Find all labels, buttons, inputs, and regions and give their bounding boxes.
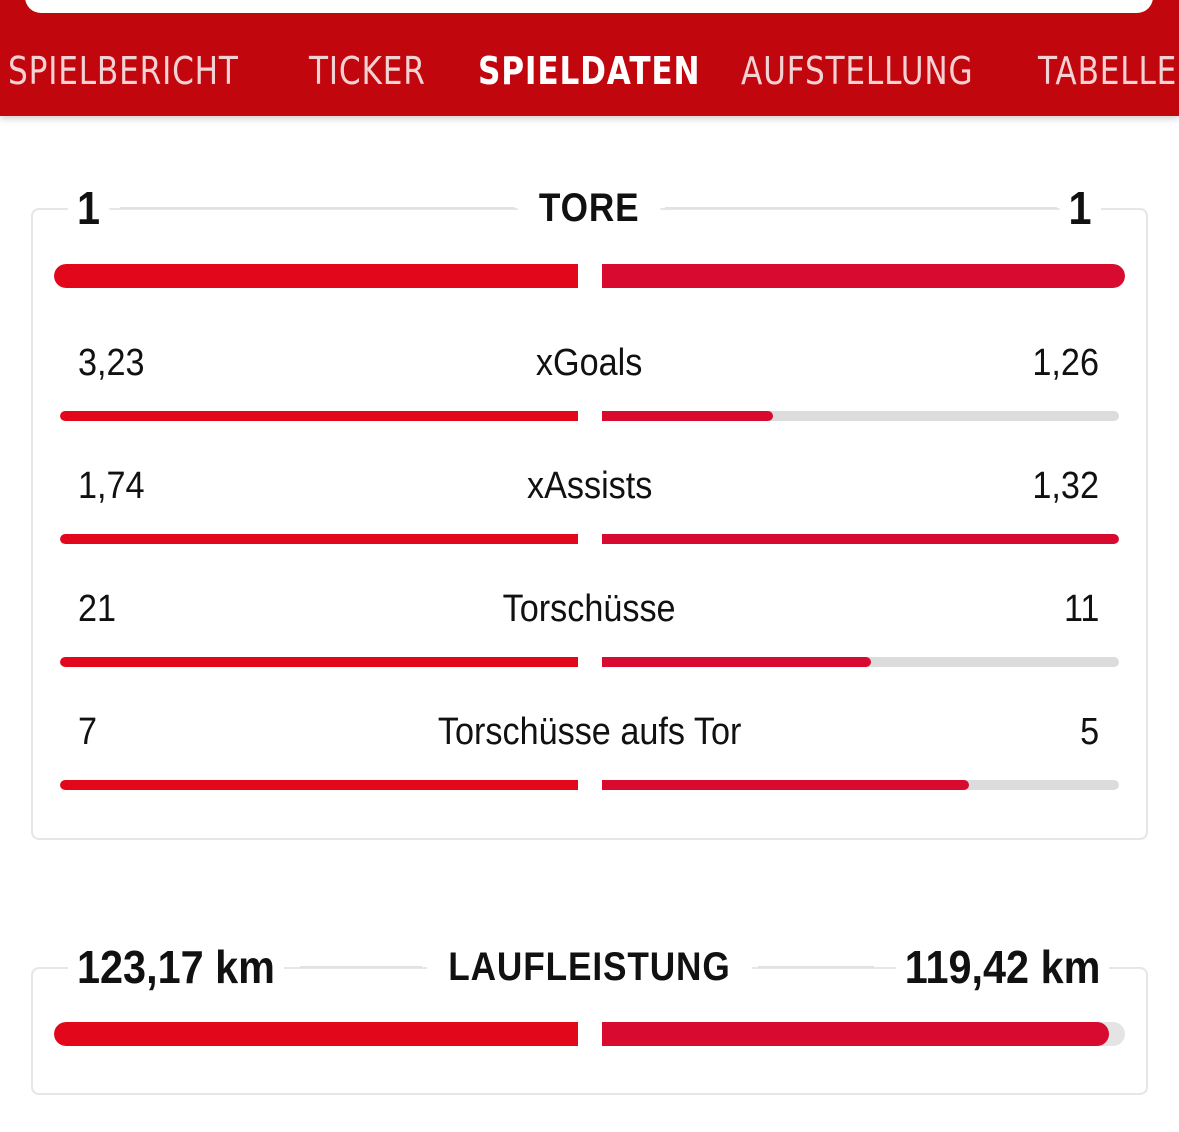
- stat-label: Torschüsse aufs Tor: [437, 711, 742, 753]
- away-goals-bar: [602, 264, 1125, 288]
- away-xgoals-bar: [602, 411, 1119, 421]
- stat-label: xGoals: [536, 342, 643, 384]
- tab-spieldaten[interactable]: SPIELDATEN: [478, 49, 701, 93]
- home-value: 7: [78, 711, 98, 753]
- distance-title: LAUFLEISTUNG: [0, 932, 1179, 1002]
- home-goals: 1: [68, 173, 109, 243]
- stat-label: xAssists: [526, 465, 653, 507]
- home-value: 1,74: [78, 465, 145, 507]
- home-shots-bar-fill: [60, 657, 578, 667]
- search-card[interactable]: [25, 0, 1153, 13]
- away-shots-bar-fill: [602, 657, 871, 667]
- home-xgoals-bar-fill: [60, 411, 578, 421]
- away-value: 5: [1079, 711, 1099, 753]
- stat-row-xassists: [0, 456, 1179, 516]
- away-value: 1,26: [1032, 342, 1099, 384]
- home-value: 3,23: [78, 342, 145, 384]
- away-xassists-bar: [602, 534, 1119, 544]
- away-goals-bar-fill: [602, 264, 1125, 288]
- home-distance-bar: [54, 1022, 578, 1046]
- away-goals: 1: [1060, 173, 1101, 243]
- away-xgoals-bar-fill: [602, 411, 773, 421]
- away-distance-bar: [602, 1022, 1125, 1046]
- home-xassists-bar: [60, 534, 578, 544]
- distance-header: [0, 932, 1179, 1002]
- home-shots-bar: [60, 657, 578, 667]
- goals-header: [0, 173, 1179, 243]
- stat-row-shots-on-target: [0, 702, 1179, 762]
- stat-label: Torschüsse: [503, 588, 676, 630]
- away-shots-on-target-bar-fill: [602, 780, 969, 790]
- away-shots-bar: [602, 657, 1119, 667]
- home-xassists-bar-fill: [60, 534, 578, 544]
- tab-tabelle[interactable]: TABELLE: [1038, 49, 1178, 93]
- home-xgoals-bar: [60, 411, 578, 421]
- away-value: 11: [1063, 588, 1099, 630]
- tab-spielbericht[interactable]: SPIELBERICHT: [8, 49, 239, 93]
- match-tabs: [0, 42, 1179, 100]
- home-goals-bar: [54, 264, 578, 288]
- stat-row-xgoals: [0, 333, 1179, 393]
- home-goals-bar-fill: [54, 264, 578, 288]
- home-shots-on-target-bar-fill: [60, 780, 578, 790]
- home-value: 21: [78, 588, 117, 630]
- home-shots-on-target-bar: [60, 780, 578, 790]
- tab-aufstellung[interactable]: AUFSTELLUNG: [741, 49, 974, 93]
- top-navigation: [0, 0, 1179, 116]
- stat-row-torschuesse: [0, 579, 1179, 639]
- home-distance: 123,17 km: [68, 932, 284, 1002]
- away-xassists-bar-fill: [602, 534, 1119, 544]
- tab-ticker[interactable]: TICKER: [309, 49, 426, 93]
- away-shots-on-target-bar: [602, 780, 1119, 790]
- home-distance-bar-fill: [54, 1022, 578, 1046]
- goals-title: TORE: [0, 173, 1179, 243]
- away-value: 1,32: [1032, 465, 1099, 507]
- away-distance: 119,42 km: [895, 932, 1109, 1002]
- away-distance-bar-fill: [602, 1022, 1109, 1046]
